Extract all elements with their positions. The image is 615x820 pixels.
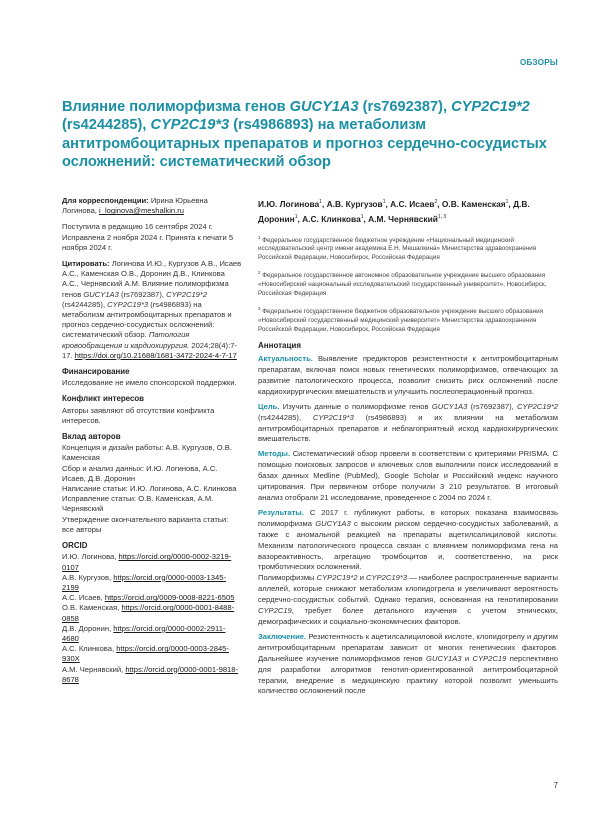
- annotation-methods: Методы. Систематический обзор провели в соответствии с критериями PRISMA. С помощью поисковых запросов и ключевых слов выполнили поиск исследований в базах данных Medline (PubMed), Google Scholar и Российский индекс научного цитирования. При первичном отборе получили 3 210 результатов. В итоговый анализ отобрали 21 исследование, проведенное с 2004 по 2024 г.: [258, 449, 558, 502]
- article-main-column: [258, 196, 558, 701]
- orcid-link[interactable]: https://orcid.org/0000-0003-1345-2199: [62, 572, 226, 592]
- orcid-link[interactable]: https://orcid.org/0009-0008-8221-6505: [104, 593, 235, 603]
- orcid-entry: Д.В. Доронин, https://orcid.org/0000-0002-2911-4680: [62, 623, 226, 643]
- conflict-section: [62, 394, 242, 426]
- funding-text: Исследование не имело спонсорской поддержки.: [62, 378, 237, 388]
- orcid-entry: А.М. Чернявский, https://orcid.org/0000-0001-9818-8678: [62, 664, 239, 684]
- article-title: Влияние полиморфизма генов GUCY1A3 (rs7692387), CYP2C19*2 (rs4244285), CYP2C19*3 (rs4986893) на метаболизм антитромбоцитарных препаратов и прогноз сердечно-сосудистых осложнений: систематический обзор: [62, 99, 547, 170]
- contribution-line: Сбор и анализ данных: И.Ю. Логинова, А.С. Исаев, Д.В. Доронин: [62, 463, 218, 483]
- contribution-line: Написание статьи: И.Ю. Логинова, А.С. Клинкова: [62, 484, 237, 494]
- annotation-conclusion: Заключение. Резистентность к ацетилсалициловой кислоте, клопидогрелу и другим антитромбоцитарным препаратам зависит от многих генетических факторов. Дальнейшее изучение полиморфизмов генов GUCY1A3 и CYP2C19 перспективно для разработки алгоритмов генотип-ориентированной антитромбоцитарной терапии, внедрение в медицинскую практику которой позволит уменьшить количество осложнений после: [258, 631, 558, 696]
- orcid-entry: О.В. Каменская, https://orcid.org/0000-0001-8488-0858: [62, 603, 235, 623]
- orcid-entry: А.С. Исаев, https://orcid.org/0009-0008-8221-6505: [62, 593, 235, 603]
- correspondence: Для корреспонденции: Ирина Юрьевна Логинова, i_loginova@meshalkin.ru: [62, 196, 208, 216]
- orcid-link[interactable]: https://orcid.org/0000-0003-2845-930X: [62, 644, 229, 664]
- affiliation: $^2$ Федеральное государственное автономное образовательное учреждение высшего образования «Новосибирский национальный исследовательский государственный университет», Новосибирск, Российская Федерация: [258, 270, 547, 297]
- funding-heading: Финансирование: [62, 367, 130, 377]
- orcid-link[interactable]: https://orcid.org/0000-0001-8488-0858: [62, 603, 235, 623]
- page-number: 7: [553, 781, 558, 790]
- contribution-line: Утверждение окончательного варианта статьи: все авторы: [62, 514, 229, 534]
- annotation-relevance: Актуальность. Выявление предикторов резистентности к антитромбоцитарным препаратам, включая поиск новых генетических полиморфизмов, отвечающих за развитие патологического процесса, позволит снизить риск осложнений после кардиохирургических вмешательств и улучшить послеоперационный прогноз.: [258, 354, 558, 396]
- annotation-heading: Аннотация: [258, 341, 301, 351]
- annotation-aim: Цель. Изучить данные о полиморфизме генов GUCY1A3 (rs7692387), CYP2C19*2 (rs4244285), CYP2C19*3 (rs4986893) и их влиянии на метаболизм антитромбоцитарных препаратов и неблагоприятный исход кардиохирургических вмешательств.: [258, 401, 559, 444]
- section-label: ОБЗОРЫ: [520, 58, 558, 67]
- orcid-entry: А.В. Кургузов, https://orcid.org/0000-0003-1345-2199: [62, 572, 226, 592]
- conflict-heading: Конфликт интересов: [62, 394, 145, 404]
- annotation-results: Результаты. С 2017 г. публикуют работы, в которых показана взаимосвязь полиморфизма GUCY1A3 с высоким риском сердечно-сосудистых заболеваний, а также с аномальной реакцией на препараты ацетилсалициловой кислоты. Механизм патологического процесса связан с влиянием полиморфизма гена на вазореактивность, агрегацию тромбоцитов и, соответственно, на риск тромботических осложнений. Полиморфизмы CYP2C19*2 и CYP2C19*3 — наиболее распространенные варианты аллелей, которые снижают метаболизм клопидогрела и увеличивают вероятность сердечно-сосудистых событий. Однако терапия, основанная на генотипировании CYP2C19, требует более детального изучения с учетом этнических, демографических и социально-экономических факторов.: [258, 507, 558, 626]
- orcid-link[interactable]: https://orcid.org/0000-0002-2911-4680: [62, 623, 226, 643]
- orcid-entry: И.Ю. Логинова, https://orcid.org/0000-0002-3219-0107: [62, 552, 232, 572]
- funding-section: [62, 367, 242, 388]
- contribution-line: Концепция и дизайн работы: А.В. Кургузов, О.В. Каменская: [62, 443, 232, 463]
- correspondence-email-link[interactable]: i_loginova@meshalkin.ru: [99, 206, 185, 216]
- doi-link[interactable]: https://doi.org/10.21688/1681-3472-2024-4-7-17: [74, 350, 237, 360]
- citation: Цитировать: Логинова И.Ю., Кургузов А.В., Исаев А.С., Каменская О.В., Доронин Д.В., Клинкова А.С., Чернявский А.М. Влияние полиморфизма генов GUCY1A3 (rs7692387), CYP2C19*2 (rs4244285), CYP2C19*3 (rs4986893) на метаболизм антитромбоцитарных препаратов и прогноз сердечно-сосудистых осложнений: систематический обзор. Патология кровообращения и кардиохирургия. 2024;28(4):7-17. https://doi.org/10.21688/1681-3472-2024-4-7-17: [62, 259, 242, 360]
- contribution-section: [62, 432, 242, 535]
- orcid-section: [62, 541, 242, 685]
- orcid-link[interactable]: https://orcid.org/0000-0002-3219-0107: [62, 552, 232, 572]
- orcid-link[interactable]: https://orcid.org/0000-0001-9818-8678: [62, 664, 239, 684]
- orcid-heading: ORCID: [62, 541, 88, 551]
- conflict-text: Авторы заявляют об отсутствии конфликта интересов.: [62, 405, 215, 425]
- affiliation: $^1$ Федеральное государственное бюджетное учреждение «Национальный медицинский исследовательский центр имени академика Е.Н. Мешалкина» Министерства здравоохранения Российской Федерации, Новосибирск, Российская Федерация: [258, 234, 537, 261]
- author-list: И.Ю. Логинова$^1$, А.В. Кургузов$^1$, А.С. Исаев$^2$, О.В. Каменская$^1$, Д.В. Доронин$^1$, А.С. Клинкова$^1$, А.М. Чернявский$^{1, 3}$: [258, 198, 530, 224]
- article-dates: Поступила в редакцию 16 сентября 2024 г. Исправлена 2 ноября 2024 г. Принята к печати 5 ноября 2024 г.: [62, 222, 234, 252]
- affiliation: $^3$ Федеральное государственное бюджетное образовательное учреждение высшего образования «Новосибирский государственный медицинский университет» Министерства здравоохранения Российской Федерации, Новосибирск, Российская Федерация: [258, 306, 544, 333]
- article-metadata-column: [62, 196, 242, 691]
- orcid-entry: А.С. Клинкова, https://orcid.org/0000-0003-2845-930X: [62, 644, 229, 664]
- contribution-heading: Вклад авторов: [62, 432, 121, 442]
- contribution-line: Исправление статьи: О.В. Каменская, А.М. Чернявский: [62, 494, 214, 514]
